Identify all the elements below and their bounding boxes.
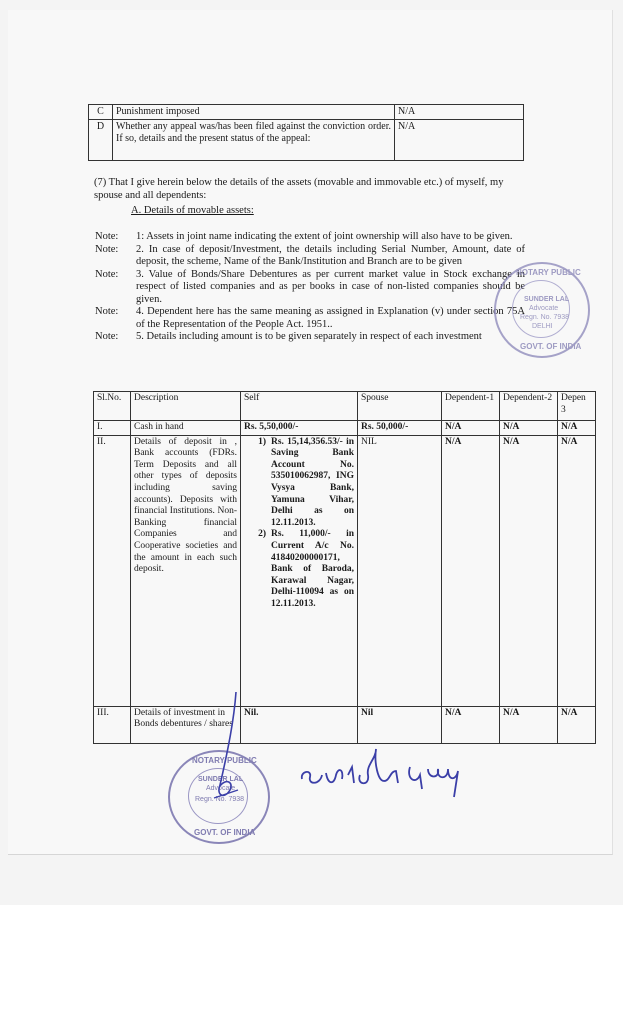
note-label: Note: (95, 306, 119, 317)
conviction-table (88, 104, 524, 161)
deponent-signature (298, 745, 478, 805)
cell-dependent-2: N/A (500, 706, 558, 743)
cell-spouse: Rs. 50,000/- (358, 421, 442, 436)
movable-assets-table (93, 391, 596, 744)
cell-dependent-3: N/A (558, 435, 596, 706)
cell-spouse: Nil (358, 706, 442, 743)
note-item (95, 269, 525, 307)
note-text: 3. Value of Bonds/Share Debentures as per current market value in Stock exchange in respect of listed companies and as per books in case of non-listed companies should be given. (136, 268, 525, 305)
note-item (95, 244, 525, 269)
list-item-number: 1) (258, 436, 266, 447)
table-row (94, 421, 596, 436)
cell-dependent-3: N/A (558, 421, 596, 436)
stamp-text: Regn. No. 7938 (520, 314, 570, 321)
row-id: D (89, 120, 113, 161)
cell-self: Nil. (241, 706, 358, 743)
row-text: Whether any appeal was/has been filed against the conviction order. If so, details and the present status of the appeal: (113, 120, 395, 161)
cell-dependent-3: N/A (558, 706, 596, 743)
header-self: Self (241, 392, 358, 421)
stamp-text: NOTARY PUBLIC (516, 268, 581, 277)
cell-slno: I. (94, 421, 131, 436)
stamp-text: SUNDER LAL (198, 776, 244, 783)
note-text: 4. Dependent here has the same meaning as assigned in Explanation (v) under section 75A of the Representation of the People Act. 1951.. (136, 306, 525, 330)
stamp-text: DELHI (532, 323, 553, 330)
list-item-text: Rs. 11,000/- in Current A/c No. 41840200000171, Bank of Baroda, Karawal Nagar, Delhi-110094 as on 12.11.2013. (271, 529, 354, 609)
cell-self: Rs. 5,50,000/- (241, 421, 358, 436)
notes-list (95, 231, 525, 344)
list-item-text: Rs. 15,14,356.53/- in Saving Bank Account No. 535010062987, ING Vysya Bank, Yamuna Vihar, Delhi as on 12.11.2013. (271, 436, 354, 528)
cell-dependent-2: N/A (500, 435, 558, 706)
cell-slno: II. (94, 435, 131, 706)
note-item (95, 331, 525, 344)
header-dependent-3: Depen 3 (558, 392, 596, 421)
table-row (89, 120, 524, 161)
stamp-text: SUNDER LAL (524, 296, 570, 303)
table-row (94, 435, 596, 706)
row-value: N/A (395, 105, 524, 120)
cell-dependent-1: N/A (442, 706, 500, 743)
notary-signature (198, 690, 258, 810)
header-spouse: Spouse (358, 392, 442, 421)
note-item (95, 231, 525, 244)
stamp-text: Advocate (529, 305, 559, 312)
stamp-text: GOVT. OF INDIA (520, 342, 582, 351)
stamp-text: GOVT. OF INDIA (194, 828, 256, 837)
stamp-text: Regn. No. 7938 (195, 796, 245, 803)
cell-slno: III. (94, 706, 131, 743)
note-label: Note: (95, 243, 119, 255)
header-dependent-1: Dependent-1 (442, 392, 500, 421)
section-title (131, 205, 254, 218)
header-dependent-2: Dependent-2 (500, 392, 558, 421)
note-item (95, 306, 525, 331)
note-text: 1: Assets in joint name indicating the extent of joint ownership will also have to be given. (136, 231, 513, 242)
stamp-text: Advocate (206, 785, 236, 792)
row-text: Punishment imposed (113, 105, 395, 120)
cell-dependent-1: N/A (442, 435, 500, 706)
cell-description: Cash in hand (131, 421, 241, 436)
note-label: Note: (95, 268, 119, 280)
table-row (89, 105, 524, 120)
cell-dependent-1: N/A (442, 421, 500, 436)
note-text: 5. Details including amount is to be given separately in respect of each investment (136, 331, 482, 342)
cell-spouse: NIL (358, 435, 442, 706)
header-description: Description (131, 392, 241, 421)
section-title-text: A. Details of movable assets: (131, 205, 254, 216)
cell-description: Details of investment in Bonds debentures / shares (131, 706, 241, 743)
row-value: N/A (395, 120, 524, 161)
row-id: C (89, 105, 113, 120)
list-item (244, 529, 354, 610)
table-row (94, 706, 596, 743)
note-text: 2. In case of deposit/Investment, the details including Serial Number, Amount, date of deposit, the scheme, Name of the Bank/Institution and Branch are to be given (136, 243, 525, 267)
cell-self (241, 435, 358, 706)
cell-dependent-2: N/A (500, 421, 558, 436)
cell-description: Details of deposit in , Bank accounts (FDRs. Term Deposits and all other types of deposits including saving accounts). Deposits with financial Institutions. Non-Banking financial Companies and Cooperative societies and the amount in each such deposit. (131, 435, 241, 706)
table-header-row (94, 392, 596, 421)
list-item-number: 2) (258, 529, 266, 540)
stamp-text: NOTARY PUBLIC (192, 756, 257, 765)
list-item (244, 437, 354, 530)
header-slno: Sl.No. (94, 392, 131, 421)
deposit-list (244, 437, 354, 611)
assets-intro-paragraph: (7) That I give herein below the details of the assets (movable and immovable etc.) of myself, my spouse and all dependents: (94, 177, 504, 201)
note-label: Note: (95, 331, 119, 342)
notary-stamp-top (494, 262, 590, 358)
note-label: Note: (95, 231, 119, 242)
